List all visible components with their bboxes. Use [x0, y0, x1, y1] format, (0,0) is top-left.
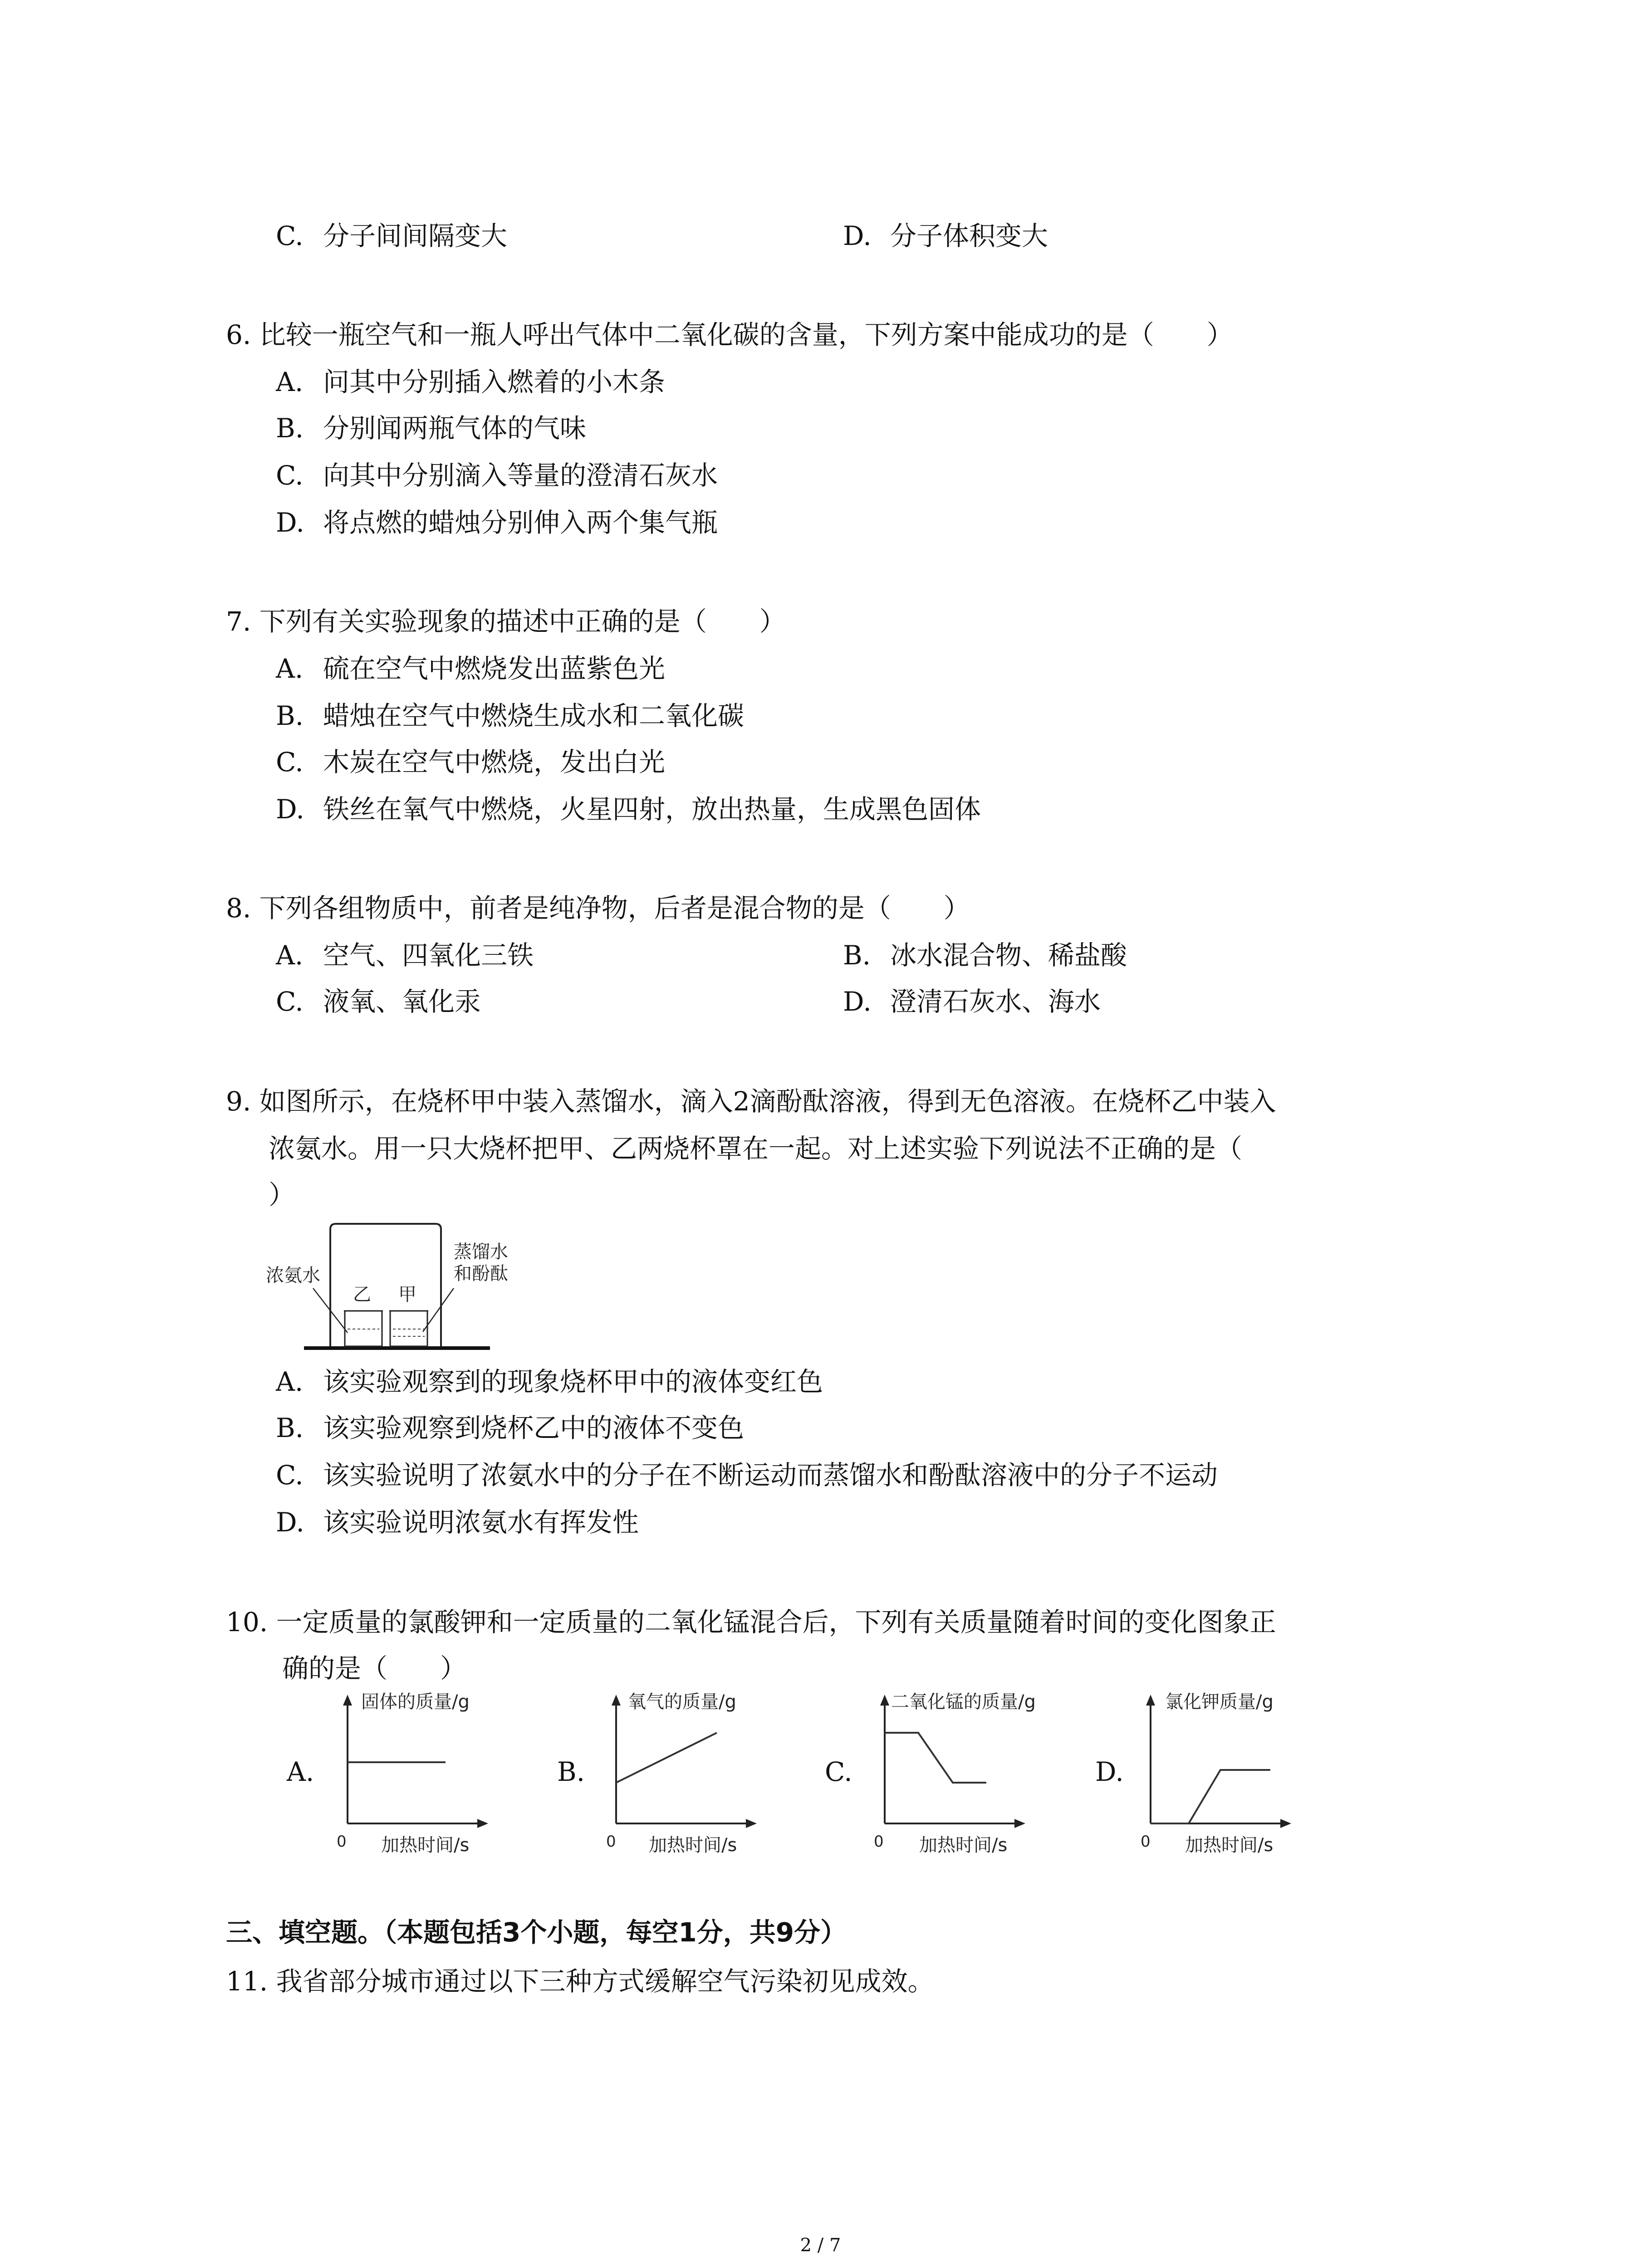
q6-option-a-text: 问其中分别插入燃着的小木条 [323, 367, 666, 397]
q7-option-c-text: 木炭在空气中燃烧，发出白光 [323, 747, 666, 777]
q9-option-c-text: 该实验说明了浓氨水中的分子在不断运动而蒸馏水和酚酞溶液中的分子不运动 [323, 1460, 1218, 1491]
q10-graph-c-curve [885, 1733, 986, 1783]
q10-graph-b-curve [616, 1733, 717, 1783]
q9-label-yi: 乙 [353, 1284, 371, 1305]
q9-option-d-letter: D. [276, 1507, 304, 1538]
q10-graph-c-letter: C. [825, 1756, 852, 1787]
q10-graph-a-origin: 0 [337, 1833, 347, 1851]
section-3-title: 三、填空题。（本题包括3个小题，每空1分，共9分） [226, 1917, 847, 1948]
q10-graph-b-letter: B. [557, 1756, 585, 1787]
page-number: 2 / 7 [800, 2235, 841, 2256]
q8-stem: 8. 下列各组物质中，前者是纯净物，后者是混合物的是（ ） [226, 893, 970, 924]
q10-graph-b-xlabel: 加热时间/s [649, 1835, 737, 1856]
q6-option-d-letter: D. [276, 507, 304, 538]
q10-graph-b-ylabel: 氧气的质量/g [628, 1691, 736, 1712]
q9-stem-line-3: ） [269, 1179, 295, 1210]
q6-option-c-letter: C. [276, 460, 304, 491]
q9-option-c-letter: C. [276, 1460, 304, 1491]
q9-option-d-text: 该实验说明浓氨水有挥发性 [323, 1507, 639, 1538]
q9-option-a-letter: A. [276, 1366, 304, 1397]
q8-option-a-letter: A. [276, 940, 304, 971]
q9-stem-line-2: 浓氨水。用一只大烧杯把甲、乙两烧杯罩在一起。对上述实验下列说法不正确的是（ [269, 1133, 1243, 1164]
q8-option-c-text: 液氧、氧化汞 [323, 986, 481, 1017]
q10-graph-b-origin: 0 [606, 1833, 616, 1851]
q10-graph-a-xlabel: 加热时间/s [381, 1835, 470, 1856]
q9-label-distilled-water: 蒸馏水 [454, 1242, 508, 1262]
q7-stem: 7. 下列有关实验现象的描述中正确的是（ ） [226, 606, 786, 637]
q8-option-b-text: 冰水混合物、稀盐酸 [890, 940, 1127, 971]
q10-graph-c-xlabel: 加热时间/s [919, 1835, 1008, 1856]
q6-option-a-letter: A. [276, 367, 304, 397]
q5-option-c-text: 分子间间隔变大 [323, 220, 508, 251]
q9-label-jia: 甲 [398, 1284, 416, 1305]
q10-graph-d-xlabel: 加热时间/s [1185, 1835, 1274, 1856]
q7-option-b-letter: B. [276, 700, 304, 731]
q8-option-c-letter: C. [276, 986, 304, 1017]
q11-stem: 11. 我省部分城市通过以下三种方式缓解空气污染初见成效。 [226, 1966, 934, 1997]
q7-option-a-letter: A. [276, 653, 304, 684]
q6-option-b-text: 分别闻两瓶气体的气味 [323, 413, 587, 444]
q7-option-b-text: 蜡烛在空气中燃烧生成水和二氧化碳 [323, 700, 745, 731]
q9-option-b-letter: B. [276, 1413, 304, 1443]
q10-graph-c-origin: 0 [874, 1833, 884, 1851]
q6-option-b-letter: B. [276, 413, 304, 444]
q10-graph-d-ylabel: 氯化钾质量/g [1165, 1691, 1274, 1712]
q10-stem-line-2: 确的是（ ） [282, 1653, 467, 1684]
q7-option-a-text: 硫在空气中燃烧发出蓝紫色光 [323, 653, 666, 684]
q6-option-d-text: 将点燃的蜡烛分别伸入两个集气瓶 [323, 507, 718, 538]
q7-option-c-letter: C. [276, 747, 304, 777]
q9-label-concentrated-ammonia: 浓氨水 [266, 1265, 320, 1286]
q5-option-d-letter: D. [843, 220, 872, 251]
q6-option-c-text: 向其中分别滴入等量的澄清石灰水 [323, 460, 718, 491]
q10-graph-d-curve [1151, 1770, 1270, 1823]
q9-stem-line-1: 9. 如图所示，在烧杯甲中装入蒸馏水，滴入2滴酚酞溶液，得到无色溶液。在烧杯乙中装入 [226, 1086, 1276, 1117]
q8-option-d-letter: D. [843, 986, 872, 1017]
q5-option-d-text: 分子体积变大 [890, 220, 1048, 251]
q7-option-d-text: 铁丝在氧气中燃烧，火星四射，放出热量，生成黑色固体 [323, 794, 981, 825]
q5-option-c-letter: C. [276, 220, 304, 251]
q10-stem-line-1: 10. 一定质量的氯酸钾和一定质量的二氧化锰混合后，下列有关质量随着时间的变化图象正 [226, 1607, 1276, 1637]
q8-option-d-text: 澄清石灰水、海水 [890, 986, 1101, 1017]
q8-option-b-letter: B. [843, 940, 871, 971]
q10-graph-a-ylabel: 固体的质量/g [361, 1691, 470, 1712]
q9-label-phenolphthalein: 和酚酞 [454, 1263, 508, 1284]
q6-stem: 6. 比较一瓶空气和一瓶人呼出气体中二氧化碳的含量，下列方案中能成功的是（ ） [226, 319, 1233, 350]
q10-graph-a-letter: A. [287, 1756, 314, 1787]
q10-graph-d-origin: 0 [1141, 1833, 1151, 1851]
q7-option-d-letter: D. [276, 794, 304, 825]
q10-graph-d-letter: D. [1095, 1756, 1124, 1787]
q10-graph-c-ylabel: 二氧化锰的质量/g [891, 1691, 1036, 1712]
q9-option-b-text: 该实验观察到烧杯乙中的液体不变色 [323, 1413, 745, 1443]
q9-option-a-text: 该实验观察到的现象烧杯甲中的液体变红色 [323, 1366, 823, 1397]
q8-option-a-text: 空气、四氧化三铁 [323, 940, 534, 971]
